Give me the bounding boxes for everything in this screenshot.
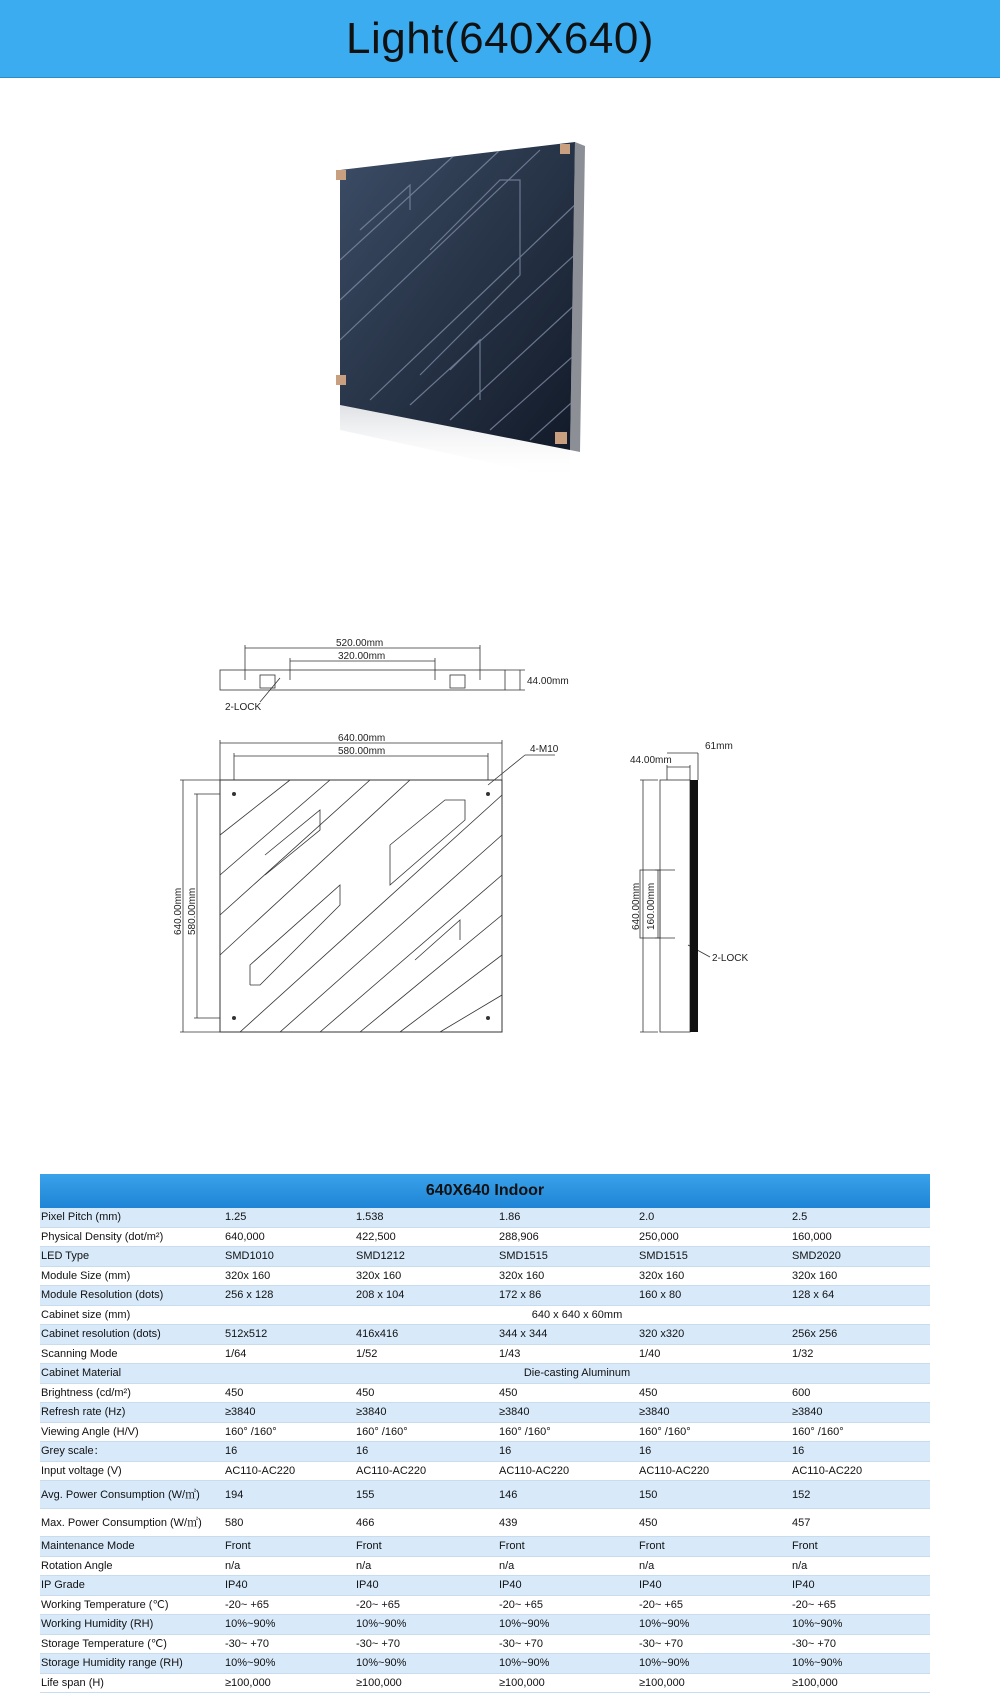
table-cell: 1/52 — [355, 1344, 498, 1364]
table-row — [40, 1615, 930, 1635]
row-label: LED Type — [40, 1247, 224, 1267]
table-row — [40, 1208, 930, 1227]
table-cell: 450 — [355, 1383, 498, 1403]
table-cell: 422,500 — [355, 1227, 498, 1247]
row-label: Module Size (mm) — [40, 1266, 224, 1286]
table-cell: n/a — [355, 1556, 498, 1576]
table-cell: -30~ +70 — [791, 1634, 930, 1654]
table-cell: 450 — [224, 1383, 355, 1403]
row-label: Storage Humidity range (RH) — [40, 1654, 224, 1674]
table-row — [40, 1266, 930, 1286]
side-depth-frame: 44.00mm — [630, 755, 672, 766]
table-cell: ≥3840 — [224, 1403, 355, 1423]
row-label: Viewing Angle (H/V) — [40, 1422, 224, 1442]
table-cell: 250,000 — [638, 1227, 791, 1247]
side-height-inner: 160.00mm — [646, 882, 657, 930]
table-cell: 320x 160 — [498, 1266, 638, 1286]
table-cell: -30~ +70 — [224, 1634, 355, 1654]
row-label: Module Resolution (dots) — [40, 1286, 224, 1306]
product-photo — [330, 140, 630, 510]
table-cell: 2.0 — [638, 1208, 791, 1227]
top-width-inner: 320.00mm — [338, 651, 386, 662]
table-cell: n/a — [791, 1556, 930, 1576]
table-cell: 450 — [498, 1383, 638, 1403]
table-cell: 450 — [638, 1383, 791, 1403]
table-cell: n/a — [638, 1556, 791, 1576]
table-cell: Front — [638, 1537, 791, 1557]
table-cell: 320 x320 — [638, 1325, 791, 1345]
table-cell: SMD1212 — [355, 1247, 498, 1267]
table-cell: 160° /160° — [638, 1422, 791, 1442]
table-cell: ≥3840 — [355, 1403, 498, 1423]
table-cell: 580 — [224, 1509, 355, 1537]
row-label: Cabinet size (mm) — [40, 1305, 224, 1325]
table-cell: AC110-AC220 — [224, 1461, 355, 1481]
table-cell: 146 — [498, 1481, 638, 1509]
table-cell: 10%~90% — [355, 1615, 498, 1635]
table-row — [40, 1364, 930, 1384]
table-row — [40, 1247, 930, 1267]
row-label: Maintenance Mode — [40, 1537, 224, 1557]
top-width-outer: 520.00mm — [336, 638, 384, 649]
table-cell: 160° /160° — [224, 1422, 355, 1442]
table-cell: 160° /160° — [498, 1422, 638, 1442]
table-cell: 160,000 — [791, 1227, 930, 1247]
table-cell: 16 — [224, 1442, 355, 1462]
table-cell: 320x 160 — [355, 1266, 498, 1286]
table-cell: ≥3840 — [498, 1403, 638, 1423]
spec-table-body — [40, 1208, 930, 1693]
table-cell: 1/32 — [791, 1344, 930, 1364]
table-cell: IP40 — [498, 1576, 638, 1596]
side-height-outer: 640.00mm — [631, 882, 642, 930]
table-cell: 194 — [224, 1481, 355, 1509]
row-label: Life span (H) — [40, 1673, 224, 1693]
table-cell: 172 x 86 — [498, 1286, 638, 1306]
table-cell: 10%~90% — [791, 1615, 930, 1635]
row-label: Avg. Power Consumption (W/㎡) — [40, 1481, 224, 1509]
table-cell: ≥3840 — [791, 1403, 930, 1423]
table-cell: AC110-AC220 — [791, 1461, 930, 1481]
table-row — [40, 1305, 930, 1325]
row-label: Physical Density (dot/m²) — [40, 1227, 224, 1247]
table-cell: 10%~90% — [355, 1654, 498, 1674]
table-cell: 1.86 — [498, 1208, 638, 1227]
title-bar — [0, 0, 1000, 78]
row-label: Grey scale： — [40, 1442, 224, 1462]
table-row — [40, 1442, 930, 1462]
table-row — [40, 1509, 930, 1537]
row-label: Max. Power Consumption (W/㎡) — [40, 1509, 224, 1537]
row-label: IP Grade — [40, 1576, 224, 1596]
table-cell: 10%~90% — [638, 1615, 791, 1635]
table-cell: AC110-AC220 — [355, 1461, 498, 1481]
table-cell: 16 — [638, 1442, 791, 1462]
table-row — [40, 1461, 930, 1481]
table-cell: 10%~90% — [638, 1654, 791, 1674]
top-view-drawing — [220, 630, 640, 730]
front-view-drawing — [173, 733, 560, 1060]
merged-cell: 640 x 640 x 60mm — [224, 1305, 930, 1325]
table-cell: 320x 160 — [791, 1266, 930, 1286]
table-cell: AC110-AC220 — [498, 1461, 638, 1481]
table-row — [40, 1344, 930, 1364]
table-row — [40, 1422, 930, 1442]
table-cell: 450 — [638, 1509, 791, 1537]
spec-table — [40, 1174, 930, 1693]
front-width-outer: 640.00mm — [338, 733, 386, 744]
table-cell: 10%~90% — [224, 1615, 355, 1635]
table-cell: -20~ +65 — [638, 1595, 791, 1615]
table-cell: n/a — [224, 1556, 355, 1576]
table-cell: 439 — [498, 1509, 638, 1537]
table-cell: 160° /160° — [791, 1422, 930, 1442]
table-cell: 457 — [791, 1509, 930, 1537]
row-label: Rotation Angle — [40, 1556, 224, 1576]
table-cell: IP40 — [224, 1576, 355, 1596]
table-cell: 152 — [791, 1481, 930, 1509]
table-row — [40, 1556, 930, 1576]
row-label: Input voltage (V) — [40, 1461, 224, 1481]
table-cell: -30~ +70 — [638, 1634, 791, 1654]
table-cell: -20~ +65 — [791, 1595, 930, 1615]
table-row — [40, 1383, 930, 1403]
row-label: Cabinet Material — [40, 1364, 224, 1384]
table-cell: Front — [498, 1537, 638, 1557]
table-cell: 16 — [355, 1442, 498, 1462]
table-cell: 10%~90% — [498, 1654, 638, 1674]
table-cell: 288,906 — [498, 1227, 638, 1247]
table-cell: -30~ +70 — [355, 1634, 498, 1654]
table-row — [40, 1654, 930, 1674]
table-row — [40, 1634, 930, 1654]
row-label: Pixel Pitch (mm) — [40, 1208, 224, 1227]
table-cell: Front — [355, 1537, 498, 1557]
front-hole-label: 4-M10 — [530, 744, 559, 755]
table-row — [40, 1325, 930, 1345]
spec-table-title: 640X640 Indoor — [40, 1174, 930, 1208]
table-row — [40, 1481, 930, 1509]
table-cell: 416x416 — [355, 1325, 498, 1345]
table-cell: IP40 — [791, 1576, 930, 1596]
front-height-inner: 580.00mm — [187, 887, 198, 935]
table-cell: 128 x 64 — [791, 1286, 930, 1306]
table-cell: 256x 256 — [791, 1325, 930, 1345]
table-cell: 466 — [355, 1509, 498, 1537]
table-cell: ≥3840 — [638, 1403, 791, 1423]
table-cell: n/a — [498, 1556, 638, 1576]
table-cell: ≥100,000 — [638, 1673, 791, 1693]
table-cell: 160 x 80 — [638, 1286, 791, 1306]
table-cell: 208 x 104 — [355, 1286, 498, 1306]
row-label: Working Temperature (℃) — [40, 1595, 224, 1615]
merged-cell: Die-casting Aluminum — [224, 1364, 930, 1384]
table-cell: 256 x 128 — [224, 1286, 355, 1306]
table-cell: ≥100,000 — [791, 1673, 930, 1693]
table-cell: 1/43 — [498, 1344, 638, 1364]
row-label: Working Humidity (RH) — [40, 1615, 224, 1635]
row-label: Storage Temperature (℃) — [40, 1634, 224, 1654]
table-row — [40, 1537, 930, 1557]
row-label: Refresh rate (Hz) — [40, 1403, 224, 1423]
table-cell: -20~ +65 — [355, 1595, 498, 1615]
table-cell: -20~ +65 — [224, 1595, 355, 1615]
table-cell: SMD1515 — [498, 1247, 638, 1267]
table-cell: SMD2020 — [791, 1247, 930, 1267]
front-height-outer: 640.00mm — [173, 887, 184, 935]
table-row — [40, 1286, 930, 1306]
table-cell: 344 x 344 — [498, 1325, 638, 1345]
table-cell: 160° /160° — [355, 1422, 498, 1442]
table-cell: 10%~90% — [791, 1654, 930, 1674]
table-cell: 155 — [355, 1481, 498, 1509]
table-cell: -30~ +70 — [498, 1634, 638, 1654]
table-cell: 2.5 — [791, 1208, 930, 1227]
table-cell: 1/64 — [224, 1344, 355, 1364]
table-cell: IP40 — [355, 1576, 498, 1596]
table-cell: 16 — [791, 1442, 930, 1462]
side-view-drawing — [630, 725, 800, 1055]
top-lock-label: 2-LOCK — [225, 702, 262, 713]
table-cell: 10%~90% — [224, 1654, 355, 1674]
table-cell: 512x512 — [224, 1325, 355, 1345]
table-cell: Front — [224, 1537, 355, 1557]
page-title: Light(640X640) — [346, 13, 654, 63]
row-label: Cabinet resolution (dots) — [40, 1325, 224, 1345]
side-lock-label: 2-LOCK — [712, 953, 749, 964]
table-cell: 1/40 — [638, 1344, 791, 1364]
table-row — [40, 1227, 930, 1247]
table-cell: 320x 160 — [224, 1266, 355, 1286]
table-cell: -20~ +65 — [498, 1595, 638, 1615]
table-row — [40, 1576, 930, 1596]
table-cell: 640,000 — [224, 1227, 355, 1247]
table-cell: Front — [791, 1537, 930, 1557]
table-cell: ≥100,000 — [224, 1673, 355, 1693]
table-cell: 16 — [498, 1442, 638, 1462]
table-cell: AC110-AC220 — [638, 1461, 791, 1481]
front-width-inner: 580.00mm — [338, 746, 386, 757]
side-depth-total: 61mm — [705, 741, 733, 752]
table-cell: 1.538 — [355, 1208, 498, 1227]
table-cell: 1.25 — [224, 1208, 355, 1227]
table-cell: SMD1515 — [638, 1247, 791, 1267]
top-depth: 44.00mm — [527, 676, 569, 687]
table-cell: 600 — [791, 1383, 930, 1403]
table-cell: ≥100,000 — [355, 1673, 498, 1693]
table-cell: IP40 — [638, 1576, 791, 1596]
table-cell: 320x 160 — [638, 1266, 791, 1286]
table-cell: 10%~90% — [498, 1615, 638, 1635]
table-cell: SMD1010 — [224, 1247, 355, 1267]
row-label: Scanning Mode — [40, 1344, 224, 1364]
table-cell: 150 — [638, 1481, 791, 1509]
table-row — [40, 1403, 930, 1423]
table-cell: ≥100,000 — [498, 1673, 638, 1693]
row-label: Brightness (cd/m²) — [40, 1383, 224, 1403]
table-row — [40, 1673, 930, 1693]
table-row — [40, 1595, 930, 1615]
